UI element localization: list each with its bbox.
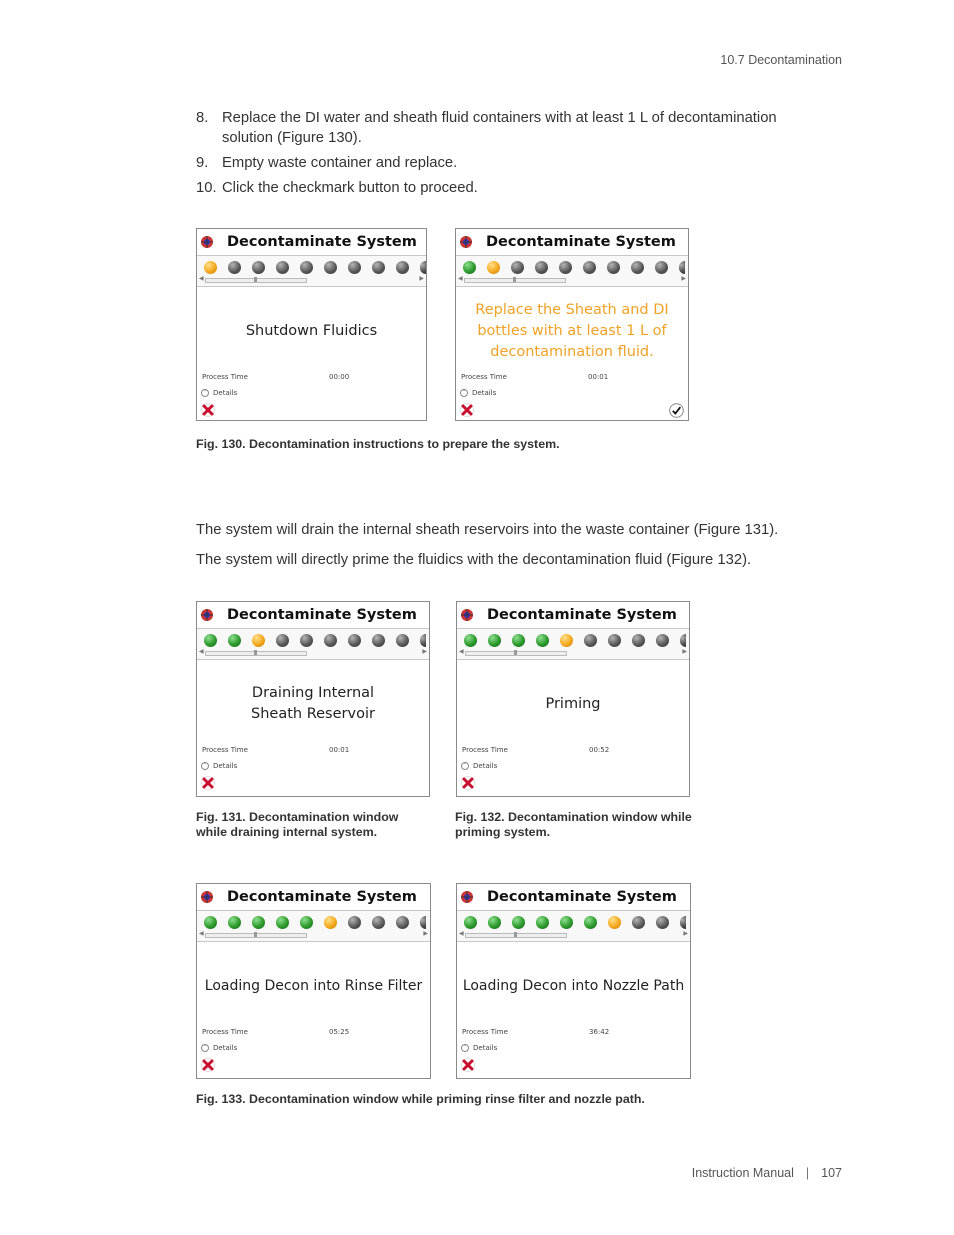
close-x-icon[interactable] — [201, 403, 215, 417]
step-indicator-pending — [511, 261, 524, 274]
close-x-icon[interactable] — [201, 1058, 215, 1072]
body-paragraph: The system will drain the internal sheath reservoirs into the waste container (Figure 131). — [196, 522, 779, 538]
details-expander-icon: ˅ — [461, 1044, 469, 1052]
step-indicator-pending — [584, 634, 597, 647]
step-indicator-done — [464, 634, 477, 647]
figure-caption: Fig. 130. Decontamination instructions to prepare the system. — [196, 437, 560, 451]
step-indicator-done — [252, 916, 265, 929]
step-text: Replace the DI water and sheath fluid containers with at least 1 L of decontamination solution (Figure 130). — [222, 110, 777, 146]
step-indicator-pending — [608, 634, 621, 647]
step-indicator-done — [512, 916, 525, 929]
step-indicator-pending — [372, 634, 385, 647]
progress-steps — [197, 255, 426, 287]
step-indicator-pending — [679, 261, 685, 274]
close-x-icon[interactable] — [461, 776, 475, 790]
app-logo-icon — [459, 889, 475, 905]
horizontal-scrollbar[interactable] — [459, 650, 687, 656]
details-toggle[interactable] — [461, 1044, 497, 1052]
step-indicator-pending — [632, 634, 645, 647]
window-title: Decontaminate System — [227, 889, 417, 905]
step-indicator-pending — [631, 261, 644, 274]
window-title-bar — [199, 231, 426, 253]
step-text: Empty waste container and replace. — [222, 155, 458, 171]
decon-window — [196, 601, 430, 797]
decon-window — [455, 228, 689, 421]
details-toggle[interactable] — [460, 389, 496, 397]
app-logo-icon — [199, 889, 215, 905]
footer-separator: | — [805, 1166, 810, 1180]
details-expander-icon: ˅ — [201, 1044, 209, 1052]
decon-window — [456, 601, 690, 797]
step-indicator-pending — [656, 634, 669, 647]
step-indicator-done — [512, 634, 525, 647]
progress-steps — [197, 910, 430, 942]
body-paragraph: The system will directly prime the fluidics with the decontamination fluid (Figure 132). — [196, 552, 752, 568]
scroll-left-icon[interactable]: ◀ — [199, 648, 204, 655]
step-indicator-done — [228, 634, 241, 647]
step-list — [196, 108, 816, 203]
step-indicator-pending — [324, 261, 337, 274]
status-message: Shutdown Fluidics — [245, 322, 378, 339]
step-item — [196, 178, 816, 198]
step-indicator-pending — [300, 634, 313, 647]
close-x-icon[interactable] — [461, 1058, 475, 1072]
details-label: Details — [473, 762, 498, 770]
horizontal-scrollbar[interactable] — [199, 277, 424, 283]
page-number: 107 — [821, 1166, 842, 1180]
step-indicator-pending — [420, 261, 426, 274]
status-message: Loading Decon into Nozzle Path — [462, 977, 685, 994]
step-indicator-pending — [396, 916, 409, 929]
process-time-value: 05:25 — [329, 1028, 350, 1036]
app-logo-icon — [199, 234, 215, 250]
step-indicator-pending — [535, 261, 548, 274]
step-indicator-pending — [680, 916, 686, 929]
step-number: 8. — [196, 110, 209, 126]
details-toggle[interactable] — [201, 1044, 237, 1052]
scroll-right-icon[interactable]: ▶ — [419, 275, 424, 282]
step-indicator-current — [204, 261, 217, 274]
figure-caption: Fig. 131. Decontamination window while draining internal system. — [196, 810, 399, 839]
step-indicator-current — [560, 634, 573, 647]
step-indicator-pending — [348, 261, 361, 274]
window-title-bar — [459, 886, 690, 908]
step-indicator-pending — [656, 916, 669, 929]
step-indicator-pending — [680, 634, 686, 647]
step-number: 9. — [196, 155, 209, 171]
step-indicator-pending — [559, 261, 572, 274]
details-expander-icon: ˅ — [460, 389, 468, 397]
window-title: Decontaminate System — [487, 607, 677, 623]
window-title-bar — [458, 231, 688, 253]
window-title: Decontaminate System — [227, 234, 417, 250]
scroll-left-icon[interactable]: ◀ — [459, 930, 464, 937]
step-item — [196, 153, 816, 173]
step-indicator-done — [584, 916, 597, 929]
step-indicator-pending — [607, 261, 620, 274]
close-x-icon[interactable] — [460, 403, 474, 417]
figure-caption: Fig. 133. Decontamination window while priming rinse filter and nozzle path. — [196, 1092, 645, 1106]
window-title: Decontaminate System — [227, 607, 417, 623]
scroll-right-icon[interactable]: ▶ — [683, 930, 688, 937]
app-logo-icon — [199, 607, 215, 623]
step-indicator-pending — [420, 916, 426, 929]
process-time-label: Process Time — [462, 1028, 508, 1036]
step-indicator-current — [608, 916, 621, 929]
horizontal-scrollbar[interactable] — [199, 650, 427, 656]
details-expander-icon: ˅ — [201, 389, 209, 397]
step-indicator-done — [276, 916, 289, 929]
page-header-section: 10.7 Decontamination — [720, 53, 842, 67]
step-indicator-pending — [300, 261, 313, 274]
details-label: Details — [213, 1044, 238, 1052]
step-indicator-done — [300, 916, 313, 929]
step-indicator-pending — [420, 634, 426, 647]
step-indicator-pending — [372, 916, 385, 929]
step-indicator-done — [560, 916, 573, 929]
scroll-left-icon[interactable]: ◀ — [459, 648, 464, 655]
step-indicator-done — [536, 916, 549, 929]
close-x-icon[interactable] — [201, 776, 215, 790]
progress-steps — [457, 910, 690, 942]
step-number: 10. — [196, 180, 217, 196]
decon-window — [456, 883, 691, 1079]
step-indicator-pending — [583, 261, 596, 274]
details-expander-icon: ˅ — [461, 762, 469, 770]
step-indicator-done — [463, 261, 476, 274]
step-indicator-done — [488, 634, 501, 647]
status-message: Loading Decon into Rinse Filter — [204, 977, 423, 994]
step-indicator-done — [464, 916, 477, 929]
window-title: Decontaminate System — [486, 234, 676, 250]
scroll-left-icon[interactable]: ◀ — [458, 275, 463, 282]
step-indicator-current — [487, 261, 500, 274]
scroll-left-icon[interactable]: ◀ — [199, 275, 204, 282]
details-label: Details — [213, 389, 238, 397]
window-title-bar — [199, 886, 430, 908]
step-indicator-pending — [655, 261, 668, 274]
step-indicator-pending — [348, 916, 361, 929]
progress-steps — [457, 628, 689, 660]
process-time-label: Process Time — [461, 373, 507, 381]
process-time-value: 00:01 — [329, 746, 350, 754]
step-indicator-done — [228, 916, 241, 929]
details-toggle[interactable] — [461, 762, 497, 770]
decon-window — [196, 228, 427, 421]
scroll-right-icon[interactable]: ▶ — [682, 648, 687, 655]
step-indicator-done — [204, 916, 217, 929]
process-time-value: 00:00 — [329, 373, 350, 381]
step-indicator-pending — [324, 634, 337, 647]
progress-steps — [197, 628, 429, 660]
details-toggle[interactable] — [201, 762, 237, 770]
details-label: Details — [473, 1044, 498, 1052]
step-item — [196, 108, 816, 148]
step-indicator-done — [204, 634, 217, 647]
step-indicator-done — [536, 634, 549, 647]
details-label: Details — [472, 389, 497, 397]
process-time-value: 00:52 — [589, 746, 610, 754]
details-label: Details — [213, 762, 238, 770]
step-indicator-pending — [348, 634, 361, 647]
scroll-right-icon[interactable]: ▶ — [423, 930, 428, 937]
step-indicator-pending — [228, 261, 241, 274]
step-indicator-current — [252, 634, 265, 647]
process-time-value: 36:42 — [589, 1028, 610, 1036]
scroll-left-icon[interactable]: ◀ — [199, 930, 204, 937]
window-title: Decontaminate System — [487, 889, 677, 905]
step-indicator-pending — [396, 261, 409, 274]
horizontal-scrollbar[interactable] — [459, 932, 688, 938]
scroll-right-icon[interactable]: ▶ — [422, 648, 427, 655]
horizontal-scrollbar[interactable] — [199, 932, 428, 938]
horizontal-scrollbar[interactable] — [458, 277, 686, 283]
details-toggle[interactable] — [201, 389, 237, 397]
status-message: Replace the Sheath and DI bottles with at least 1 L of decontamination fluid. — [475, 301, 669, 360]
app-logo-icon — [459, 607, 475, 623]
status-message: Priming — [545, 695, 601, 712]
step-indicator-pending — [396, 634, 409, 647]
checkmark-icon[interactable] — [669, 403, 684, 418]
step-indicator-pending — [632, 916, 645, 929]
window-title-bar — [199, 604, 429, 626]
process-time-label: Process Time — [202, 746, 248, 754]
app-logo-icon — [458, 234, 474, 250]
progress-steps — [456, 255, 688, 287]
footer-doc-title: Instruction Manual — [691, 1166, 794, 1180]
process-time-label: Process Time — [202, 1028, 248, 1036]
step-indicator-pending — [252, 261, 265, 274]
scroll-right-icon[interactable]: ▶ — [681, 275, 686, 282]
decon-window — [196, 883, 431, 1079]
step-indicator-pending — [276, 634, 289, 647]
step-indicator-done — [488, 916, 501, 929]
process-time-value: 00:01 — [588, 373, 609, 381]
details-expander-icon: ˅ — [201, 762, 209, 770]
figure-caption: Fig. 132. Decontamination window while priming system. — [455, 810, 692, 839]
status-message: Draining Internal Sheath Reservoir — [251, 685, 375, 722]
window-title-bar — [459, 604, 689, 626]
step-indicator-current — [324, 916, 337, 929]
step-text: Click the checkmark button to proceed. — [222, 180, 478, 196]
page-footer — [692, 1166, 842, 1180]
process-time-label: Process Time — [202, 373, 248, 381]
process-time-label: Process Time — [462, 746, 508, 754]
step-indicator-pending — [276, 261, 289, 274]
step-indicator-pending — [372, 261, 385, 274]
